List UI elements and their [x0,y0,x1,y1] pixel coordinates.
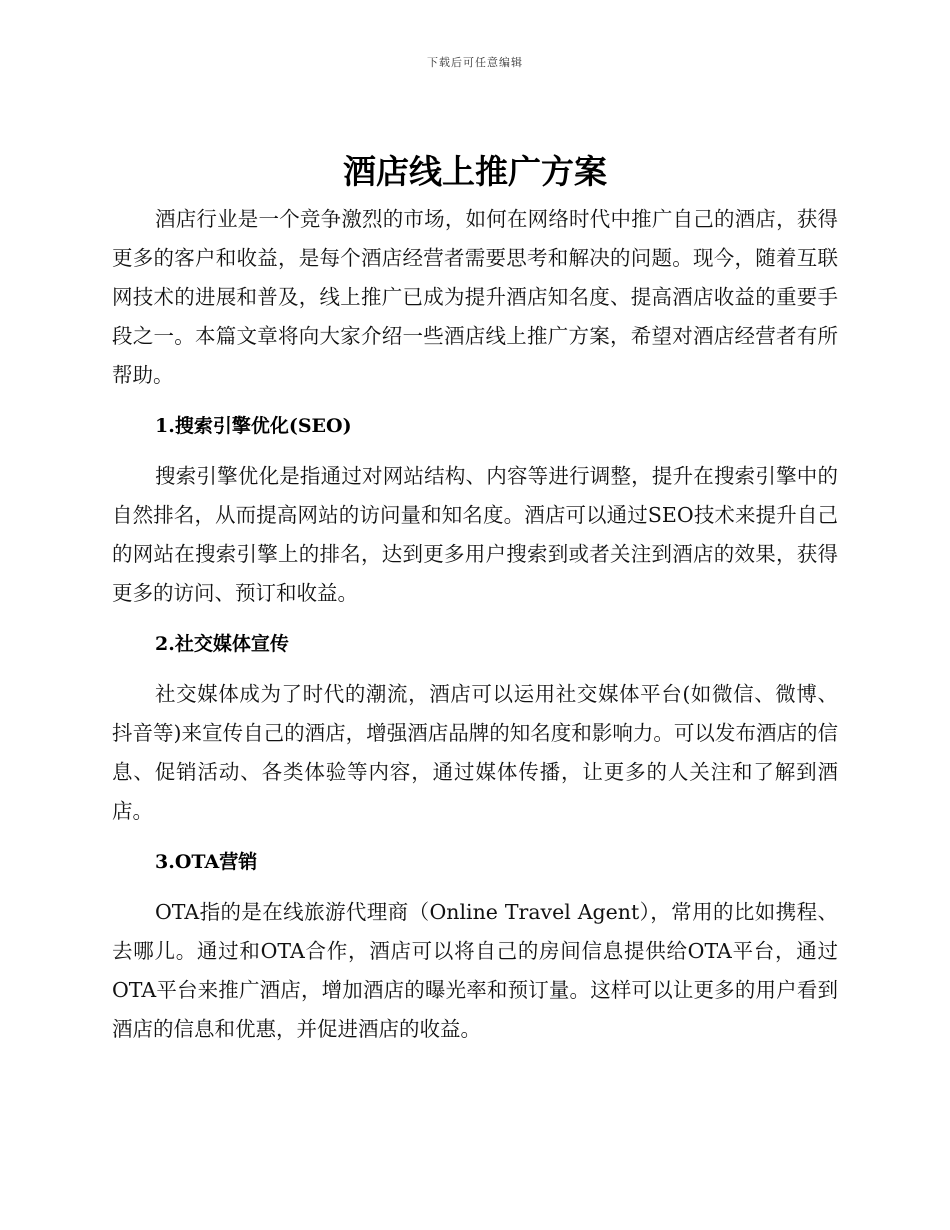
intro-paragraph: 酒店行业是一个竞争激烈的市场，如何在网络时代中推广自己的酒店，获得更多的客户和收益，是每个酒店经营者需要思考和解决的问题。现今，随着互联网技术的进展和普及，线上推广已成为提升酒店知名度、提高酒店收益的重要手段之一。本篇文章将向大家介绍一些酒店线上推广方案，希望对酒店经营者有所帮助。 [112,207,838,387]
document-title: 酒店线上推广方案 [343,152,607,191]
page-header: 下载后可任意编辑 [427,56,523,69]
document-body [112,200,838,1049]
section-body-social-media: 社交媒体成为了时代的潮流，酒店可以运用社交媒体平台(如微信、微博、抖音等)来宣传自己的酒店，增强酒店品牌的知名度和影响力。可以发布酒店的信息、促销活动、各类体验等内容，通过媒体传播，让更多的人关注和了解到酒店。 [112,682,838,823]
section-body-ota: OTA指的是在线旅游代理商（Online Travel Agent），常用的比如携程、去哪儿。通过和OTA合作，酒店可以将自己的房间信息提供给OTA平台，通过OTA平台来推广酒店，增加酒店的曝光率和预订量。这样可以让更多的用户看到酒店的信息和优惠，并促进酒店的收益。 [112,900,838,1041]
section-heading-seo: 1.搜索引擎优化(SEO) [155,415,352,437]
section-body-seo: 搜索引擎优化是指通过对网站结构、内容等进行调整，提升在搜索引擎中的自然排名，从而提高网站的访问量和知名度。酒店可以通过SEO技术来提升自己的网站在搜索引擎上的排名，达到更多用户搜索到或者关注到酒店的效果，获得更多的访问、预订和收益。 [112,464,838,605]
section-heading-social-media: 2.社交媒体宣传 [155,633,289,655]
section-heading-ota: 3.OTA营销 [155,851,258,873]
